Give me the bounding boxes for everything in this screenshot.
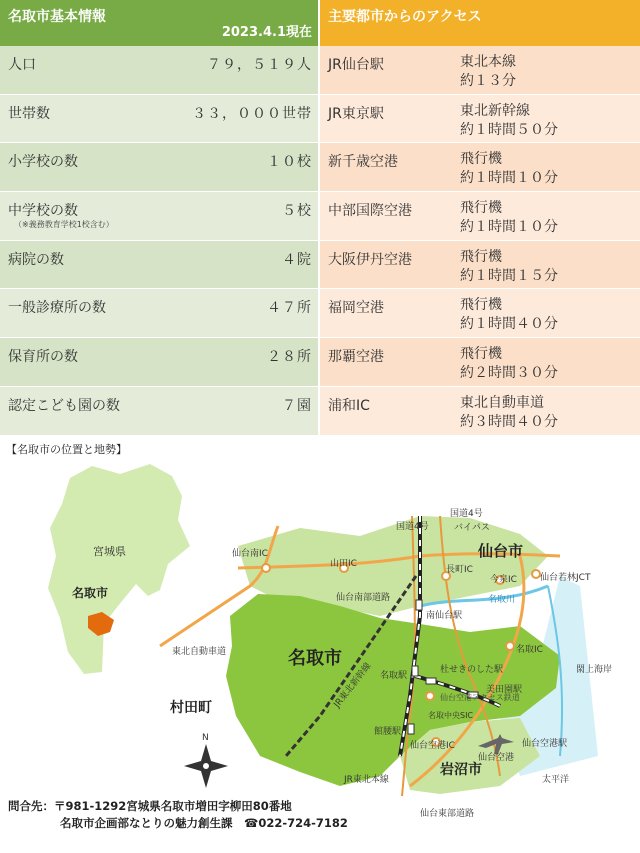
nanbu-road-label: 仙台南部道路 <box>336 593 391 603</box>
access-mode <box>460 248 558 286</box>
access-mode-name: 東北自動車道 <box>460 394 544 411</box>
tobu-road-label: 仙台東部道路 <box>420 809 475 819</box>
table-row <box>320 192 640 241</box>
compass-north-label: N <box>202 733 209 743</box>
tatekoshi-station-marker <box>408 724 414 734</box>
access-time: 約１時間１０分 <box>460 170 558 187</box>
row-value: ７９，５１９人 <box>207 57 312 73</box>
access-mode-name: 飛行機 <box>460 297 502 314</box>
access-line-label: 仙台空港アクセス鉄道 <box>440 693 520 702</box>
access-place: 那覇空港 <box>328 349 384 366</box>
shinkansen-label: JR東北新幹線 <box>332 661 374 710</box>
row-value: ４７所 <box>267 300 312 317</box>
access-mode-name: 飛行機 <box>460 151 502 168</box>
row-label: 病院の数 <box>8 251 64 268</box>
sendai-minami-ic-marker <box>262 564 270 572</box>
natori-ic-marker <box>506 642 514 650</box>
access-mode <box>460 296 558 334</box>
route4-bypass-label-2: バイパス <box>454 523 490 533</box>
row-label: 中学校の数 <box>8 203 78 220</box>
natori-city-label: 名取市 <box>288 648 342 669</box>
row-value: ２８所 <box>267 349 312 366</box>
table-row <box>0 46 318 95</box>
morisekinoshita-station-marker <box>426 678 436 684</box>
sendai-city-label: 仙台市 <box>478 542 524 560</box>
table-row <box>0 241 318 290</box>
access-mode-name: 東北新幹線 <box>460 102 530 119</box>
table-row <box>320 95 640 144</box>
table-row <box>320 387 640 436</box>
basic-info-table <box>0 0 318 437</box>
airport-ic-label: 仙台空港IC <box>410 741 455 751</box>
row-note: （※義務教育学校1校含む） <box>14 220 114 230</box>
access-mode <box>460 394 558 432</box>
row-value: ３３，０００世帯 <box>192 105 312 122</box>
access-title: 主要都市からのアクセス <box>328 9 482 25</box>
natori-ic-label: 名取IC <box>516 645 543 655</box>
row-value: １０校 <box>267 154 312 171</box>
access-place: JR東京駅 <box>328 105 384 122</box>
access-mode-name: 東北本線 <box>460 54 516 70</box>
sendai-minami-ic-label: 仙台南IC <box>232 549 268 559</box>
table-row <box>0 387 318 436</box>
access-time: 約１時間１０分 <box>460 219 558 236</box>
contact-line-1: 問合先：〒981-1292宮城県名取市増田字柳田80番地 <box>8 799 292 813</box>
honsen-label: JR東北本線 <box>344 775 389 785</box>
access-rows <box>320 46 640 436</box>
airport-label: 仙台空港 <box>478 753 515 763</box>
wakabayashi-jct-marker <box>532 570 540 578</box>
minami-sendai-station-marker <box>416 600 422 610</box>
basic-info-date: 2023.4.1現在 <box>221 25 312 40</box>
access-time: 約１時間４０分 <box>460 316 558 333</box>
row-value: ５校 <box>282 203 312 220</box>
access-mode <box>460 102 558 140</box>
row-label: 保育所の数 <box>8 349 78 366</box>
row-value: ４院 <box>282 251 312 268</box>
access-mode-name: 飛行機 <box>460 248 502 265</box>
access-time: 約２時間３０分 <box>460 365 558 382</box>
access-mode <box>460 53 516 91</box>
access-place: 大阪伊丹空港 <box>328 251 412 268</box>
access-place: 中部国際空港 <box>328 203 412 220</box>
access-time: 約１３分 <box>460 73 516 89</box>
natori-station-marker <box>412 666 418 676</box>
access-place: 浦和IC <box>328 397 370 414</box>
yamada-ic-label: 山田IC <box>330 559 357 569</box>
table-row <box>0 192 318 241</box>
nagamachi-ic-label: 長町IC <box>446 565 473 575</box>
row-label: 小学校の数 <box>8 154 78 171</box>
iwanuma-city-label: 岩沼市 <box>440 762 482 778</box>
basic-info-header <box>0 0 318 46</box>
natori-chuo-sic-marker <box>426 692 434 700</box>
minami-sendai-station-label: 南仙台駅 <box>426 611 463 621</box>
access-place: 福岡空港 <box>328 300 384 317</box>
table-row <box>320 46 640 95</box>
access-time: 約３時間４０分 <box>460 413 558 430</box>
access-mode-name: 飛行機 <box>460 200 502 217</box>
access-mode-name: 飛行機 <box>460 346 502 363</box>
mitazono-label: 美田園駅 <box>486 685 523 695</box>
contact-info <box>8 798 348 832</box>
compass-center <box>203 763 209 769</box>
access-time: 約１時間１５分 <box>460 267 558 284</box>
airport-station-label: 仙台空港駅 <box>522 739 568 749</box>
miyagi-inset-map <box>48 464 190 674</box>
inset-pref-label: 宮城県 <box>93 545 126 558</box>
morisekinoshita-label: 杜せきのした駅 <box>440 665 504 675</box>
tohoku-exp-label: 東北自動車道 <box>172 647 227 657</box>
access-table <box>320 0 640 437</box>
map-section-title: 【名取市の位置と地勢】 <box>6 443 127 456</box>
contact-line-2: 名取市企画部なとりの魅力創生課 ☎022-724-7182 <box>60 816 348 830</box>
row-label: 認定こども園の数 <box>8 397 120 414</box>
row-label: 一般診療所の数 <box>8 300 106 317</box>
access-time: 約１時間５０分 <box>460 121 558 138</box>
access-header <box>320 0 640 46</box>
table-row <box>320 338 640 387</box>
imaizumi-ic-label: 今泉IC <box>490 575 517 585</box>
route4-label: 国道4号 <box>396 522 429 532</box>
miyagi-prefecture-shape <box>48 464 190 674</box>
access-mode <box>460 150 558 188</box>
table-row <box>320 289 640 338</box>
route4-bypass-label-1: 国道4号 <box>450 509 483 519</box>
table-row <box>0 143 318 192</box>
access-place: JR仙台駅 <box>328 57 384 73</box>
table-row <box>320 241 640 290</box>
sea-coast-label: 閖上海岸 <box>576 665 613 675</box>
basic-info-rows <box>0 46 318 436</box>
row-label: 人口 <box>8 57 36 73</box>
table-row <box>0 289 318 338</box>
table-row <box>0 338 318 387</box>
murata-town-label: 村田町 <box>170 700 212 716</box>
compass-rose <box>184 733 228 788</box>
row-value: ７園 <box>282 397 312 414</box>
natori-station-label: 名取駅 <box>380 671 408 681</box>
table-row <box>0 95 318 144</box>
access-mode <box>460 345 558 383</box>
pacific-label: 太平洋 <box>542 775 570 785</box>
natori-river-label: 名取川 <box>488 595 516 605</box>
tatekoshi-label: 館腰駅 <box>374 727 402 737</box>
basic-info-title: 名取市基本情報 <box>8 9 106 25</box>
access-place: 新千歳空港 <box>328 154 398 171</box>
natori-chuo-sic-label: 名取中央SIC <box>428 711 474 720</box>
wakabayashi-jct-label: 仙台若林JCT <box>540 573 591 583</box>
row-label: 世帯数 <box>8 105 50 122</box>
table-row <box>320 143 640 192</box>
inset-city-label: 名取市 <box>72 586 109 600</box>
access-mode <box>460 199 558 237</box>
detail-map <box>160 507 612 819</box>
